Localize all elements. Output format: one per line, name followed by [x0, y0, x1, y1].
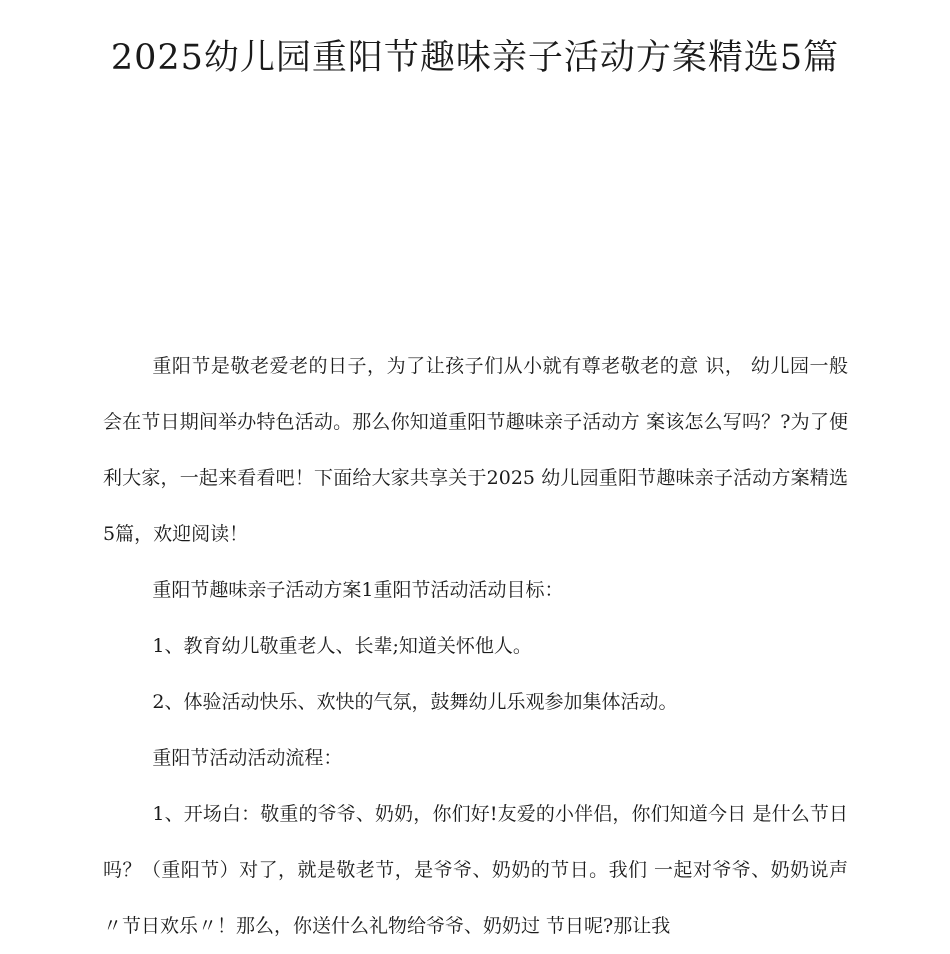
- goal-item-1: 1、教育幼儿敬重老人、长辈;知道关怀他人。: [152, 635, 532, 657]
- process-heading-paragraph: 重阳节活动活动流程：: [152, 747, 343, 769]
- intro-paragraph: 重阳节是敬老爱老的日子，为了让孩子们从小就有尊老敬老的意 识， 幼儿园一般会在节日期间举办特色活动。那么你知道重阳节趣味亲子活动方 案该怎么写吗？?为了便利大家，一起来看看吧！下面给大家共享关于2025 幼儿园重阳节趣味亲子活动方案精选5篇，欢迎阅读！: [103, 355, 848, 545]
- goal-item-2: 2、体验活动快乐、欢快的气氛，鼓舞幼儿乐观参加集体活动。: [152, 691, 678, 713]
- document-title: 2025幼儿园重阳节趣味亲子活动方案精选5篇: [110, 38, 840, 78]
- process-item-1: 1、开场白：敬重的爷爷、奶奶，你们好!友爱的小伴侣，你们知道今日 是什么节日吗？（重阳节）对了，就是敬老节，是爷爷、奶奶的节日。我们 一起对爷爷、奶奶说声〃节日欢乐〃！那么，你送什么礼物给爷爷、奶奶过 节日呢?那让我: [103, 803, 848, 937]
- plan-heading-paragraph: 重阳节趣味亲子活动方案1重阳节活动活动目标：: [152, 579, 564, 601]
- document-body: [103, 338, 848, 954]
